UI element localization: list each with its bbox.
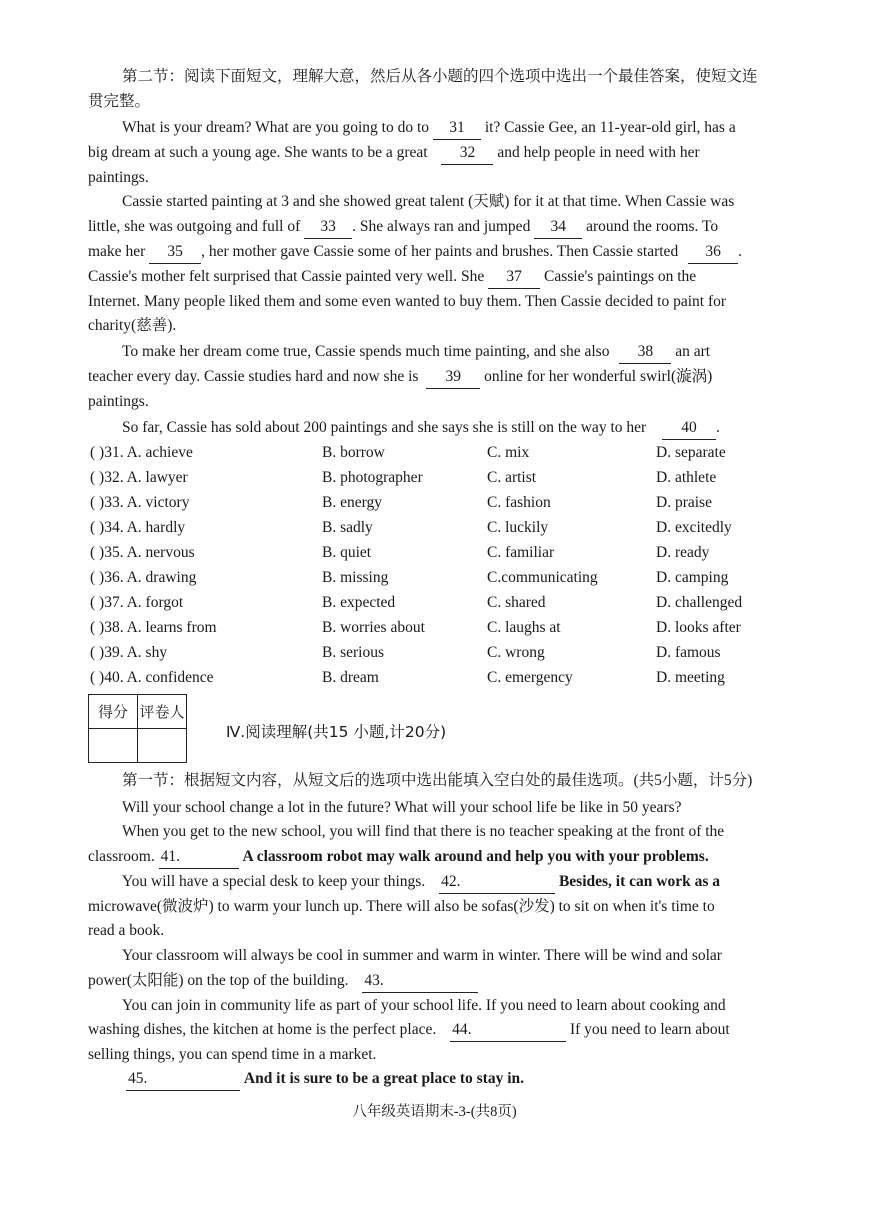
- question-stem-option-a: ( )33. A. victory: [90, 494, 190, 511]
- passage-line: You can join in community life as part of your school life. If you need to learn about cooking and: [122, 997, 726, 1014]
- option-b: B. energy: [322, 494, 382, 511]
- option-b: B. borrow: [322, 444, 385, 461]
- passage-line: When you get to the new school, you will find that there is no teacher speaking at the front of the: [122, 823, 725, 840]
- passage-line: make her 35 , her mother gave Cassie some of her paints and brushes. Then Cassie started 36 .: [88, 241, 869, 264]
- option-d: D. camping: [656, 569, 729, 586]
- passage-line: washing dishes, the kitchen at home is the perfect place. 44. If you need to learn about: [88, 1019, 869, 1042]
- option-d: D. separate: [656, 444, 726, 461]
- blank-40: 40: [662, 417, 716, 440]
- page-footer: 八年级英语期末-3-(共8页): [352, 1104, 517, 1120]
- option-d: D. meeting: [656, 669, 725, 686]
- passage-line: You will have a special desk to keep your things. 42. Besides, it can work as a: [122, 871, 869, 894]
- passage-line: paintings.: [88, 169, 149, 186]
- blank-31: 31: [433, 117, 481, 140]
- passage-line: little, she was outgoing and full of 33 . She always ran and jumped 34 around the rooms. To: [88, 216, 869, 239]
- grader-label: 评卷人: [138, 695, 187, 729]
- blank-35: 35: [149, 241, 201, 264]
- option-c: C. mix: [487, 444, 530, 461]
- passage-line: Cassie started painting at 3 and she showed great talent (天赋) for it at that time. When Cassie was: [122, 193, 735, 210]
- option-c: C. fashion: [487, 494, 551, 511]
- option-c: C. wrong: [487, 644, 545, 661]
- option-b: B. photographer: [322, 469, 423, 486]
- option-c: C. artist: [487, 469, 537, 486]
- section2-instruction-cont: 贯完整。: [88, 93, 151, 110]
- option-c: C.communicating: [487, 569, 598, 586]
- blank-42: 42.: [439, 871, 555, 894]
- option-c: C. laughs at: [487, 619, 561, 636]
- question-stem-option-a: ( )40. A. confidence: [90, 669, 214, 686]
- blank-43: 43.: [362, 970, 478, 993]
- question-stem-option-a: ( )32. A. lawyer: [90, 469, 188, 486]
- option-b: B. worries about: [322, 619, 425, 636]
- blank-41: 41.: [159, 846, 239, 869]
- passage-line: big dream at such a young age. She wants to be a great 32 and help people in need with her: [88, 142, 869, 165]
- passage-line: microwave(微波炉) to warm your lunch up. There will also be sofas(沙发) to sit on when it's time to: [88, 898, 715, 915]
- section2-instruction: 第二节：阅读下面短文，理解大意，然后从各小题的四个选项中选出一个最佳答案，使短文连: [122, 68, 758, 85]
- passage-line: power(太阳能) on the top of the building. 43.: [88, 970, 869, 993]
- option-d: D. excitedly: [656, 519, 732, 536]
- passage-line: To make her dream come true, Cassie spends much time painting, and she also 38 an art: [122, 341, 869, 364]
- option-b: B. expected: [322, 594, 396, 611]
- question-stem-option-a: ( )34. A. hardly: [90, 519, 186, 536]
- option-b: B. serious: [322, 644, 384, 661]
- passage-line: Internet. Many people liked them and some even wanted to buy them. Then Cassie decided to paint for: [88, 293, 727, 310]
- option-d: D. ready: [656, 544, 710, 561]
- option-b: B. sadly: [322, 519, 373, 536]
- option-d: D. praise: [656, 494, 712, 511]
- option-c: C. luckily: [487, 519, 549, 536]
- question-stem-option-a: ( )39. A. shy: [90, 644, 168, 661]
- passage-line: paintings.: [88, 393, 149, 410]
- section1-instruction: 第一节：根据短文内容，从短文后的选项中选出能填入空白处的最佳选项。(共5小题，计5分): [122, 772, 753, 789]
- option-c: C. familiar: [487, 544, 555, 561]
- passage-line: So far, Cassie has sold about 200 paintings and she says she is still on the way to her 40 .: [122, 417, 869, 440]
- blank-32: 32: [441, 142, 493, 165]
- score-box: [88, 694, 187, 763]
- blank-45: 45.: [126, 1068, 240, 1091]
- option-d: D. athlete: [656, 469, 717, 486]
- passage-line: charity(慈善).: [88, 317, 177, 334]
- option-b: B. dream: [322, 669, 379, 686]
- blank-44: 44.: [450, 1019, 566, 1042]
- passage-line: What is your dream? What are you going to do to 31 it? Cassie Gee, an 11-year-old girl, has a: [122, 117, 869, 140]
- passage-line: 45. And it is sure to be a great place to stay in.: [126, 1068, 869, 1091]
- option-d: D. looks after: [656, 619, 741, 636]
- question-stem-option-a: ( )35. A. nervous: [90, 544, 195, 561]
- passage-line: classroom. 41. A classroom robot may walk around and help you with your problems.: [88, 846, 869, 869]
- passage-line: read a book.: [88, 922, 165, 939]
- option-b: B. quiet: [322, 544, 372, 561]
- passage-line: Your classroom will always be cool in summer and warm in winter. There will be wind and solar: [122, 947, 722, 964]
- option-c: C. emergency: [487, 669, 573, 686]
- blank-38: 38: [619, 341, 671, 364]
- option-b: B. missing: [322, 569, 389, 586]
- question-stem-option-a: ( )38. A. learns from: [90, 619, 217, 636]
- score-cell: [89, 729, 138, 763]
- score-label: 得分: [89, 695, 138, 729]
- grader-cell: [138, 729, 187, 763]
- blank-34: 34: [534, 216, 582, 239]
- passage-line: selling things, you can spend time in a market.: [88, 1046, 377, 1063]
- blank-37: 37: [488, 266, 540, 289]
- passage-line: Will your school change a lot in the future? What will your school life be like in 50 years?: [122, 799, 682, 816]
- passage-line: teacher every day. Cassie studies hard and now she is 39 online for her wonderful swirl(漩涡): [88, 366, 869, 389]
- part4-heading: Ⅳ.阅读理解(共15 小题,计20分): [226, 723, 447, 741]
- blank-36: 36: [688, 241, 738, 264]
- blank-33: 33: [304, 216, 352, 239]
- question-stem-option-a: ( )37. A. forgot: [90, 594, 184, 611]
- blank-39: 39: [426, 366, 480, 389]
- passage-line: Cassie's mother felt surprised that Cassie painted very well. She 37 Cassie's paintings on the: [88, 266, 869, 289]
- question-stem-option-a: ( )31. A. achieve: [90, 444, 193, 461]
- option-d: D. famous: [656, 644, 721, 661]
- question-stem-option-a: ( )36. A. drawing: [90, 569, 197, 586]
- option-d: D. challenged: [656, 594, 743, 611]
- option-c: C. shared: [487, 594, 546, 611]
